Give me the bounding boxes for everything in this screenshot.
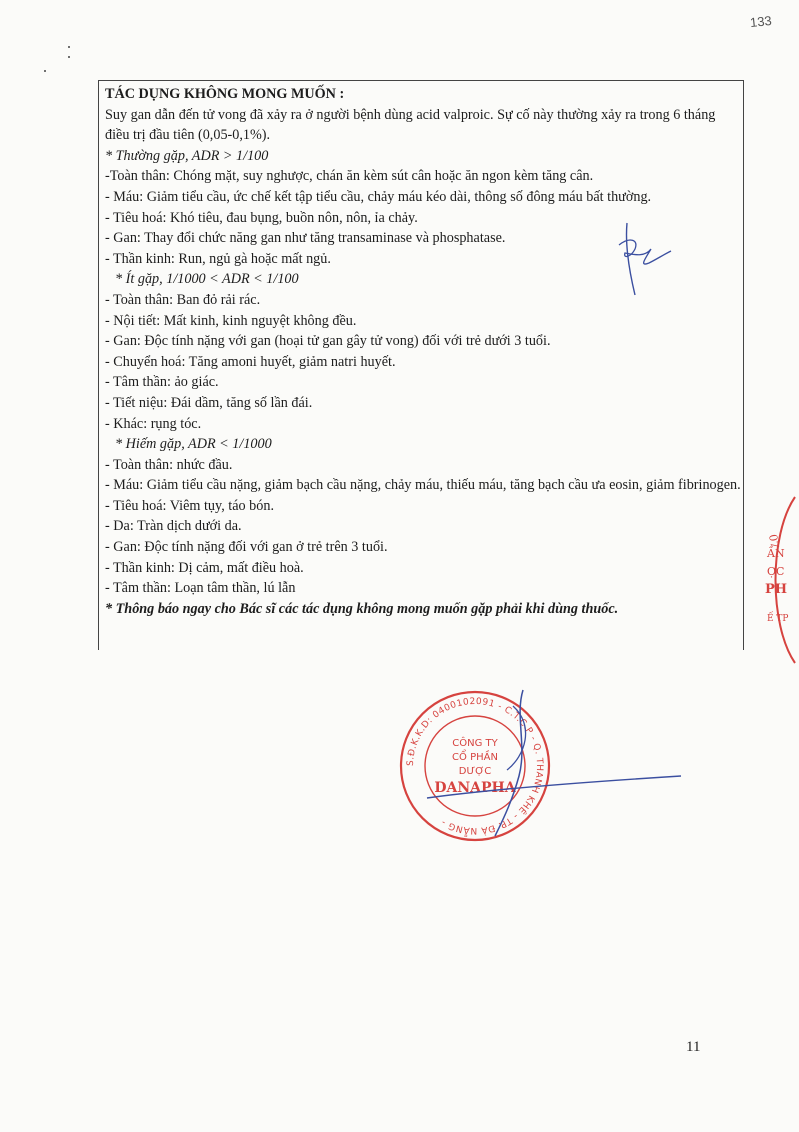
list-item: - Máu: Giảm tiểu cầu, ức chế kết tập tiểu cầu, chảy máu kéo dài, thông số đông máu bất thường.: [105, 188, 652, 205]
svg-text:Ế TP: Ế TP: [767, 614, 789, 624]
speck: [68, 46, 70, 48]
svg-text:ỢC: ỢC: [767, 565, 785, 578]
list-item: - Gan: Độc tính nặng đối với gan ở trẻ trên 3 tuổi.: [105, 539, 388, 556]
list-item: -Toàn thân: Chóng mặt, suy nghược, chán ăn kèm sút cân hoặc ăn ngon kèm tăng cân.: [105, 168, 594, 185]
list-item: - Tâm thần: ảo giác.: [105, 374, 219, 391]
speck: [68, 56, 70, 58]
list-item: - Tiết niệu: Đái dầm, tăng số lần đái.: [105, 394, 313, 411]
page-corner-mark: 133: [749, 12, 773, 31]
list-item: - Toàn thân: Ban đỏ rải rác.: [105, 291, 261, 308]
svg-text:07: 07: [766, 533, 782, 550]
list-item: - Tiêu hoá: Khó tiêu, đau bụng, buồn nôn, nôn, ỉa chảy.: [105, 209, 418, 226]
list-item: - Tâm thần: Loạn tâm thần, lú lẫn: [105, 580, 296, 597]
section-title: TÁC DỤNG KHÔNG MONG MUỐN :: [105, 86, 345, 102]
footer-note: * Thông báo ngay cho Bác sĩ các tác dụng không mong muốn gặp phải khi dùng thuốc.: [105, 600, 619, 617]
svg-text:DANAPHA: DANAPHA: [434, 780, 516, 796]
list-item: - Thần kinh: Dị cảm, mất điều hoà.: [105, 559, 304, 576]
adverse-effects-content: [105, 84, 741, 619]
handwritten-initials: [605, 215, 675, 305]
list-item: - Gan: Độc tính nặng với gan (hoại tử gan gây tử vong) đối với trẻ dưới 3 tuổi.: [105, 333, 551, 350]
svg-text:DƯỢC: DƯỢC: [458, 766, 492, 777]
list-item: - Máu: Giảm tiểu cầu nặng, giảm bạch cầu nặng, chảy máu, thiếu máu, tăng bạch cầu ưa eosin, giảm fibrinogen.: [105, 477, 741, 494]
list-item: - Khác: rụng tóc.: [105, 415, 202, 432]
group-header-common: * Thường gặp, ADR > 1/100: [105, 147, 269, 164]
company-seal: [395, 686, 555, 846]
list-item: - Tiêu hoá: Viêm tụy, táo bón.: [105, 497, 275, 514]
group-header-uncommon: * Ít gặp, 1/1000 < ADR < 1/100: [115, 271, 299, 288]
list-item: - Da: Tràn dịch dưới da.: [105, 518, 242, 535]
signature-stroke: [425, 770, 685, 810]
list-item: - Thần kinh: Run, ngủ gà hoặc mất ngủ.: [105, 250, 331, 267]
section-intro: Suy gan dẫn đến tử vong đã xảy ra ở người bệnh dùng acid valproic. Sự cố này thường xảy ra trong 6 tháng điều trị đầu tiên (0,05-0,1%).: [105, 106, 716, 144]
group-header-rare: * Hiếm gặp, ADR < 1/1000: [115, 436, 272, 453]
page-number: 11: [686, 1039, 701, 1055]
list-item: - Toàn thân: nhức đầu.: [105, 456, 233, 473]
list-item: - Chuyển hoá: Tăng amoni huyết, giảm natri huyết.: [105, 353, 396, 370]
list-item: - Nội tiết: Mất kinh, kinh nguyệt không đều.: [105, 312, 357, 329]
svg-text:PH: PH: [765, 582, 788, 597]
list-item: - Gan: Thay đổi chức năng gan như tăng transaminase và phosphatase.: [105, 230, 506, 247]
svg-text:ẦN: ẦN: [767, 547, 785, 560]
speck: [44, 70, 46, 72]
scan-speckles: [40, 40, 80, 80]
svg-text:S.Đ.K.K.D: 0400102091 - C.T.C.: S.Đ.K.K.D: 0400102091 - C.T.C.P - Q. THANH KHÊ - TP. ĐÀ NẴNG -: [405, 696, 545, 836]
svg-text:CỔ PHẦN: CỔ PHẦN: [452, 752, 498, 763]
partial-edge-seal: [755, 495, 799, 665]
svg-text:CÔNG TY: CÔNG TY: [452, 738, 498, 749]
